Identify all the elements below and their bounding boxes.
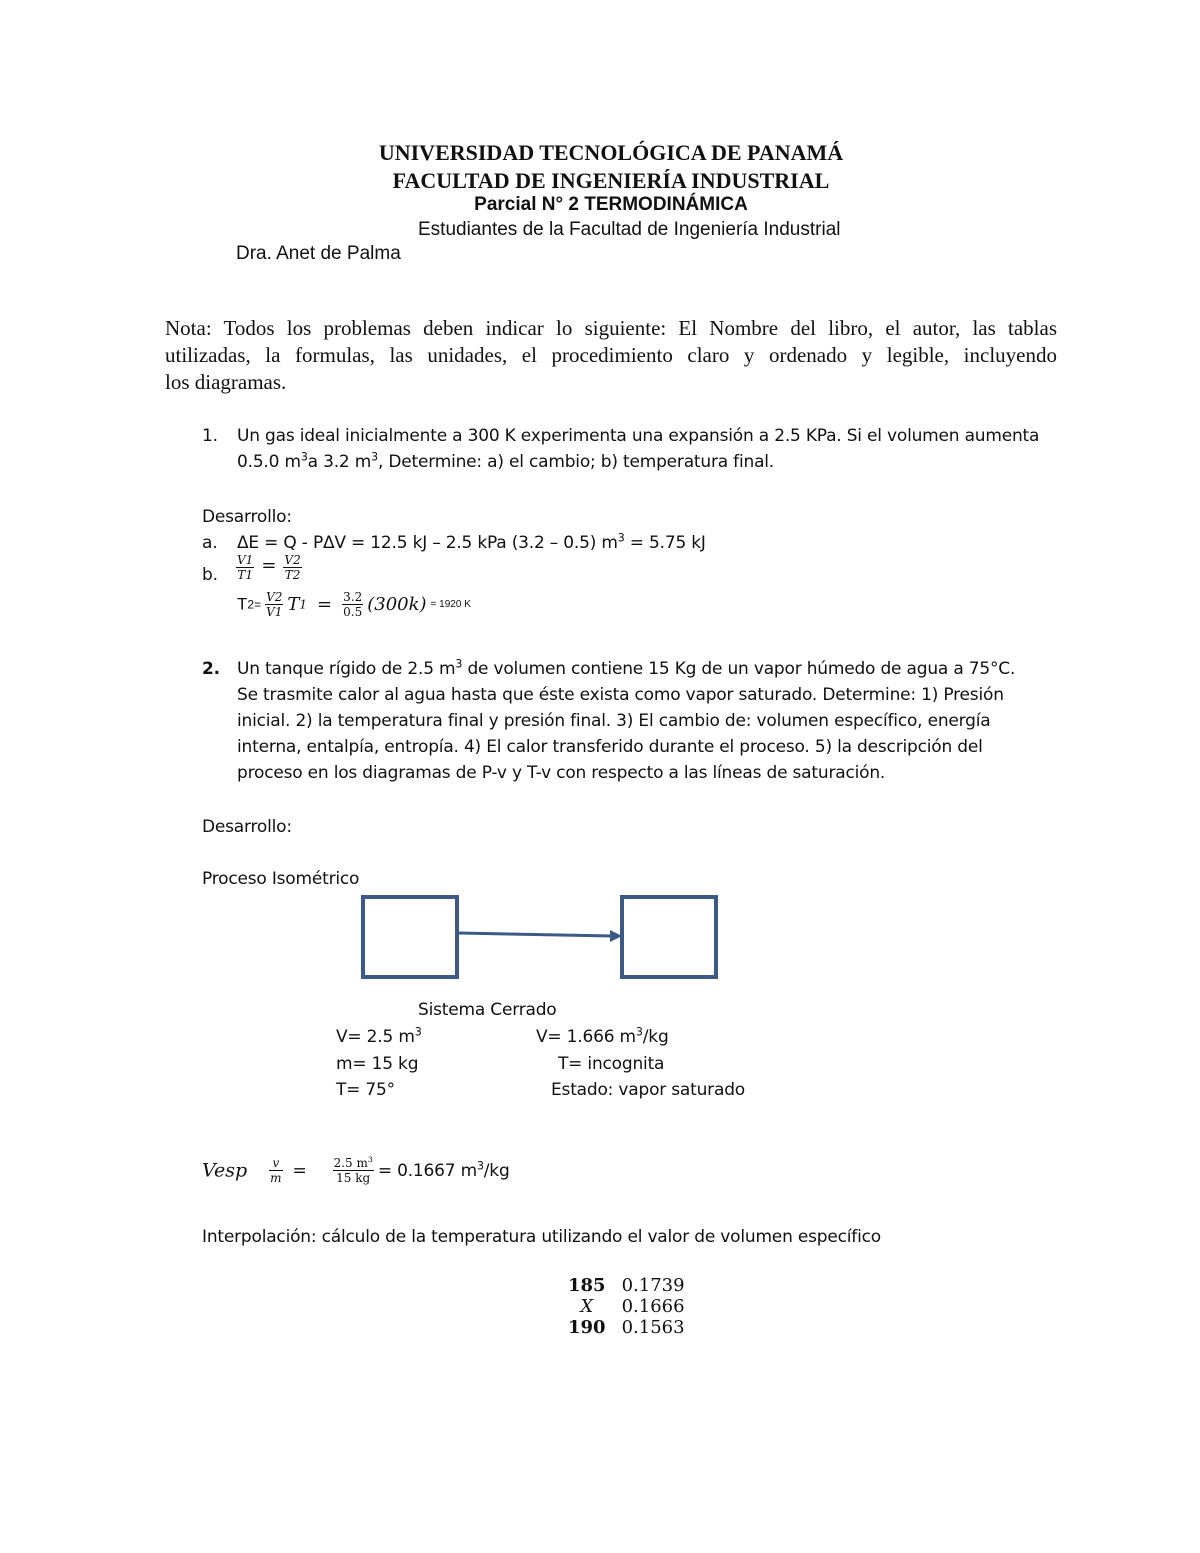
note-line-3: los diagramas. <box>165 370 287 394</box>
initial-volume: V= 2.5 $m^3$ <box>336 1025 422 1047</box>
table-cell-temperature: 185 <box>568 1275 606 1296</box>
problem1-line-1: Un gas ideal inicialmente a 300 K experimenta una expansión a 2.5 KPa. Si el volumen aumenta <box>237 426 1040 446</box>
initial-mass: m= 15 kg <box>336 1054 419 1074</box>
problem2-line-1: Un tanque rígido de 2.5 $m^3$ de volumen contiene 15 Kg de un vapor húmedo de agua a 75°C. <box>237 657 1016 679</box>
table-cell-volume: 0.1563 <box>621 1317 685 1338</box>
problem2-number: 2. <box>202 659 220 679</box>
final-specific-volume: V= 1.666 $m^3/kg$ <box>536 1025 669 1047</box>
problem1-t2-formula: T2= $\frac{V2}{V1}$ T1 = $\frac{3.2}{0.5}$ (300k) = 1920 K <box>237 590 471 619</box>
audience-line: Estudiantes de la Facultad de Ingeniería Industrial <box>418 219 841 240</box>
problem2-line-2: Se trasmite calor al agua hasta que éste exista como vapor saturado. Determine: 1) Presión <box>237 685 1004 705</box>
faculty-title: FACULTAD DE INGENIERÍA INDUSTRIAL <box>392 168 830 193</box>
specific-volume-formula: Vesp $\frac{v}{m}$ = $\frac{2.5 m^3}{15 kg}$ = 0.1667 $m^3/kg$ <box>202 1155 510 1185</box>
final-state-box <box>620 895 718 979</box>
problem2-line-3: inicial. 2) la temperatura final y presión final. 3) El cambio de: volumen específico, energía <box>237 711 991 731</box>
table-cell-temperature: X <box>580 1296 594 1317</box>
university-title: UNIVERSIDAD TECNOLÓGICA DE PANAMÁ <box>378 140 844 165</box>
system-type-label: Sistema Cerrado <box>418 1000 557 1020</box>
final-state: Estado: vapor saturado <box>551 1080 745 1100</box>
exam-title: Parcial N° 2 TERMODINÁMICA <box>474 194 748 215</box>
process-label: Proceso Isométrico <box>202 869 360 889</box>
table-cell-volume: 0.1666 <box>621 1296 685 1317</box>
table-cell-volume: 0.1739 <box>621 1275 685 1296</box>
initial-temperature: T= 75° <box>336 1080 395 1100</box>
problem1-line-2: 0.5.0 $m^3a$ 3.2 $m^3$, Determine: a) el cambio; b) temperatura final. <box>237 450 775 472</box>
table-row <box>560 1296 693 1317</box>
problem1-b-label: b. <box>202 565 218 585</box>
table-row <box>560 1275 693 1296</box>
note-line-1: Nota: Todos los problemas deben indicar lo siguiente: El Nombre del libro, el autor, las tablas <box>165 316 1057 340</box>
process-arrow <box>458 925 624 945</box>
problem1-b-ratio: $\frac{V1}{T1}$ = $\frac{V2}{T2}$ <box>237 553 301 582</box>
final-temperature: T= incognita <box>558 1054 665 1074</box>
problem1-desarrollo: Desarrollo: <box>202 507 292 527</box>
interpolation-heading: Interpolación: cálculo de la temperatura utilizando el valor de volumen específico <box>202 1227 881 1247</box>
problem2-line-5: proceso en los diagramas de P-v y T-v con respecto a las líneas de saturación. <box>237 763 886 783</box>
problem1-a-label: a. <box>202 533 218 553</box>
problem2-line-4: interna, entalpía, entropía. 4) El calor transferido durante el proceso. 5) la descripción del <box>237 737 983 757</box>
problem1-number: 1. <box>202 426 218 446</box>
problem2-desarrollo: Desarrollo: <box>202 817 292 837</box>
table-cell-temperature: 190 <box>568 1317 606 1338</box>
interpolation-table <box>560 1275 693 1338</box>
note-line-2: utilizadas, la formulas, las unidades, el procedimiento claro y ordenado y legible, incluyendo <box>165 343 1057 367</box>
table-row <box>560 1317 693 1338</box>
professor-name: Dra. Anet de Palma <box>236 243 401 264</box>
problem1-a-equation: ΔE = Q - PΔV = 12.5 kJ – 2.5 kPa (3.2 – 0.5) $m^3 = 5.75$ kJ <box>237 531 706 553</box>
initial-state-box <box>361 895 459 979</box>
